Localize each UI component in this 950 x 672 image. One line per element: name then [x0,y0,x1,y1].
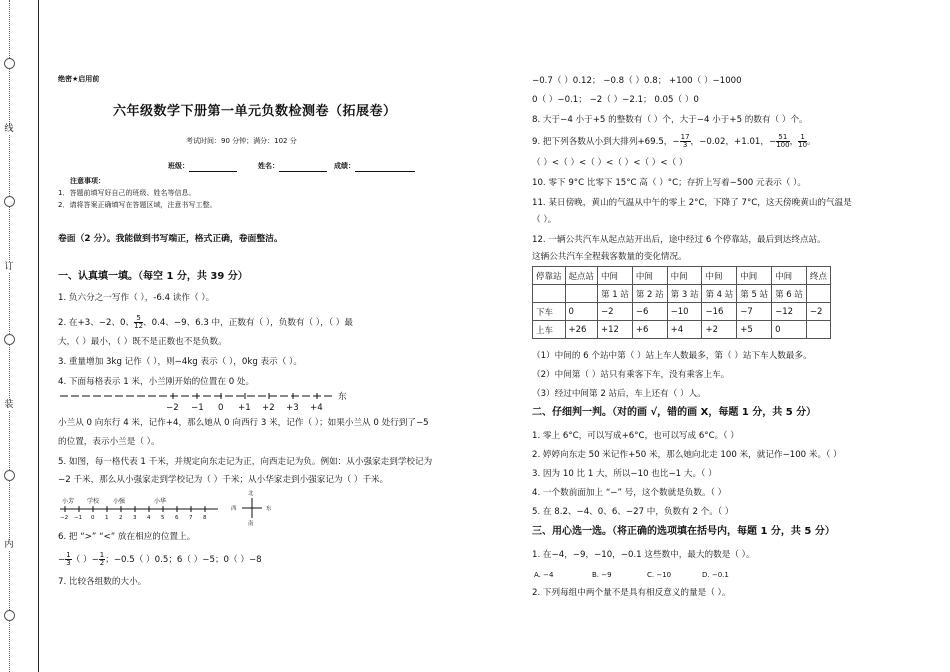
question-5-b: −2 千米，那么从小强家走到学校记为（ ）千米；从小华家走到小强家记为（ ）千米。 [58,475,389,485]
table-cell: −7 [737,303,772,321]
question-4-c: 的位置，表示小兰是（ ）。 [58,437,160,447]
table-cell: 中间 [598,267,633,285]
tick-label: +3 [286,403,299,413]
table-cell: −2 [806,303,830,321]
judge-item: 3. 因为 10 比 1 大，所以−10 也比−1 大。（ ） [532,469,717,479]
bus-table [532,266,831,339]
right-column [532,0,942,672]
question-2-cont: 大，（ ）最小，（ ）既不是正数也不是负数。 [58,337,227,347]
table-cell: +5 [737,321,772,339]
binding-label-inner: 内 [2,540,16,551]
q5-tick: −2 [60,515,69,521]
table-cell: +4 [667,321,702,339]
compass-south: 南 [248,521,254,527]
table-cell [533,285,566,303]
question-4-b: 小兰从 0 向东行 4 米，记作+4，那么她从 0 向西行 3 米，记作（ ）；如果小兰从 0 处行到了−5 [58,418,429,428]
question-6-b: − $\frac{1}{3}$ （ ）− $\frac{1}{2}$ ；−0.5（ ）0.5；6（ ）−5；0（ ）−8 [58,551,262,567]
question-4: 4. 下面每格表示 1 米，小兰刚开始的位置在 0 处。 [58,377,255,387]
compare-row-1: −0.7（ ）0.12； −0.8（ ）0.8； +100（ ）−1000 [532,76,742,86]
table-cell: 下车 [533,303,566,321]
table-cell: −10 [667,303,702,321]
class-label: 班级： [168,160,237,172]
notes-heading: 注意事项： [70,177,105,185]
table-cell [806,321,830,339]
binding-label-order: 订 [2,262,16,273]
binding-margin [0,0,44,672]
table-cell: 起点站 [565,267,598,285]
table-cell: 第 6 站 [772,285,807,303]
east-label: 东 [338,392,347,402]
choice-option: B. −9 [592,571,612,579]
question-9: 9. 把下列各数从小到大排列+69.5，− $\frac{17}{3}$ ，−0.02，+1.01，− $\frac{51}{100}$ ， $\frac{1}{10}$ 。 [532,133,816,149]
name-label: 姓名： [258,160,327,172]
table-cell: 第 2 站 [632,285,667,303]
binding-line [38,0,40,672]
neatness-note: 卷面（2 分）。我能做到书写端正，格式正确，卷面整洁。 [58,234,283,244]
circle-mark [4,58,15,69]
circle-mark [4,196,15,207]
table-cell: 第 1 站 [598,285,633,303]
judge-item: 4. 一个数前面加上 “−” 号，这个数就是负数。（ ） [532,488,727,498]
table-cell: +26 [565,321,598,339]
table-row [533,267,831,285]
exam-info: 考试时间：90 分钟；满分：102 分 [186,137,297,145]
table-cell: −16 [702,303,737,321]
question-3: 3. 重量增加 3kg 记作（ ），则−4kg 表示（ ），0kg 表示（ ）。 [58,357,302,367]
table-cell: +12 [598,321,633,339]
note-item: 1．答题前填写好自己的班级、姓名等信息。 [58,189,196,197]
q5-tick: 2 [119,515,123,521]
place-label: 小芳 [62,498,75,505]
question-12-2: （2）中间第（ ）站只有乘客下车，没有乘客上车。 [532,370,730,380]
question-1: 1. 负六分之一写作（ ），-6.4 读作（ ）。 [58,293,215,303]
left-column [58,0,476,672]
question-12: 12. 一辆公共汽车从起点站开出后，途中经过 6 个停靠站，最后到达终点站。 [532,235,826,245]
question-11-b: （ ）。 [532,215,557,225]
choice-option: D. −0.1 [702,571,729,579]
tick-label: −1 [191,403,204,413]
table-row [533,321,831,339]
table-cell: +6 [632,321,667,339]
tick-label: 0 [218,403,224,413]
table-cell [565,285,598,303]
table-cell: −12 [772,303,807,321]
table-row [533,285,831,303]
table-cell: 中间 [737,267,772,285]
question-10: 10. 零下 9°C 比零下 15°C 高（ ）°C；存折上写着−500 元表示（ ）。 [532,178,806,188]
question-9-order: （ ）<（ ）<（ ）<（ ）<（ ）<（ ） [532,158,688,168]
table-cell: 0 [772,321,807,339]
binding-label-bind: 装 [2,400,16,411]
table-cell: 中间 [667,267,702,285]
table-cell [806,285,830,303]
q5-tick: 1 [105,515,109,521]
place-label: 小强 [113,498,126,505]
question-12-3: （3）经过中间第 2 站后，车上还有（ ）人。 [532,389,706,399]
question-11: 11. 某日傍晚，黄山的气温从中午的零上 2°C，下降了 7°C，这天傍晚黄山的气温是 [532,198,852,208]
q5-tick: 7 [189,515,193,521]
circle-mark [4,334,15,345]
table-row [533,303,831,321]
q5-tick: 0 [91,515,95,521]
table-cell: −6 [632,303,667,321]
secret-label: 绝密★启用前 [58,75,100,83]
choice-question-1: 1. 在−4，−9，−10，−0.1 这些数中，最大的数是（ ）。 [532,550,755,560]
table-cell: −2 [598,303,633,321]
choice-question-2: 2. 下列每组中两个量不是具有相反意义的量是（ ）。 [532,588,731,598]
question-5: 5. 如图，每一格代表 1 千米，并规定向东走记为正，向西走记为负。例如：从小强家走到学校记为 [58,457,433,467]
q5-tick: 5 [161,515,165,521]
table-cell: 第 5 站 [737,285,772,303]
table-cell: 停靠站 [533,267,566,285]
table-cell: +2 [702,321,737,339]
judge-item: 2. 婷婷向东走 50 米记作+50 米，那么她向北走 100 米，就记作−100 米。（ ） [532,450,842,460]
page-title: 六年级数学下册第一单元负数检测卷（拓展卷） [113,104,397,119]
table-cell: 中间 [702,267,737,285]
tick-label: +4 [310,403,323,413]
table-cell: 上车 [533,321,566,339]
question-6: 6. 把 “>” “<” 放在相应的位置上。 [58,532,196,542]
judge-item: 1. 零上 6°C，可以写成+6°C，也可以写成 6°C。（ ） [532,431,739,441]
q5-tick: −1 [74,515,83,521]
compass-north: 北 [248,491,254,497]
place-label: 学校 [87,498,100,505]
compass-east: 东 [266,506,272,512]
tick-label: +1 [238,403,251,413]
q5-tick: 3 [133,515,137,521]
q5-tick: 8 [203,515,207,521]
tick-label: −2 [166,403,179,413]
table-cell: 中间 [632,267,667,285]
note-item: 2．请将答案正确填写在答题区域，注意书写工整。 [58,201,217,209]
q5-tick: 4 [147,515,151,521]
table-cell: 0 [565,303,598,321]
table-cell: 第 4 站 [702,285,737,303]
judge-item: 5. 在 8.2、−4、0、6、−27 中，负数有 2 个。（ ） [532,507,734,517]
choice-option: A. −4 [534,571,554,579]
compass-west: 西 [231,506,237,512]
circle-mark [4,610,15,621]
q5-tick: 6 [175,515,179,521]
tick-label: +2 [262,403,275,413]
table-cell: 终点 [806,267,830,285]
compare-row-2: 0（ ）−0.1； −2（ ）−2.1； 0.05（ ）0 [532,95,699,105]
question-7: 7. 比较各组数的大小。 [58,577,147,587]
table-cell: 中间 [772,267,807,285]
question-2: 2. 在+3、−2、0、 $\frac{5}{12}$ 、0.4、−9、6.3 中，正数有（ ），负数有（ ），（ ）最 [58,314,353,330]
binding-label-line: 线 [2,124,16,135]
place-label: 小华 [154,498,167,505]
question-12-1: （1）中间的 6 个站中第（ ）站上车人数最多，第（ ）站下车人数最多。 [532,351,812,361]
score-label: 成绩： [334,160,415,172]
table-cell: 第 3 站 [667,285,702,303]
question-8: 8. 大于−4 小于+5 的整数有（ ）个，大于−4 小于+5 的数有（ ）个。 [532,115,808,125]
section3-heading: 三、用心选一选。（将正确的选项填在括号内，每题 1 分，共 5 分） [532,526,835,537]
question-12-b: 这辆公共汽车全程载客数量的变化情况。 [532,252,687,262]
section2-heading: 二、仔细判一判。（对的画 √，错的画 X，每题 1 分，共 5 分） [532,407,817,418]
circle-mark [4,470,15,481]
section1-heading: 一、认真填一填。（每空 1 分，共 39 分） [58,271,248,282]
choice-option: C. −10 [647,571,672,579]
